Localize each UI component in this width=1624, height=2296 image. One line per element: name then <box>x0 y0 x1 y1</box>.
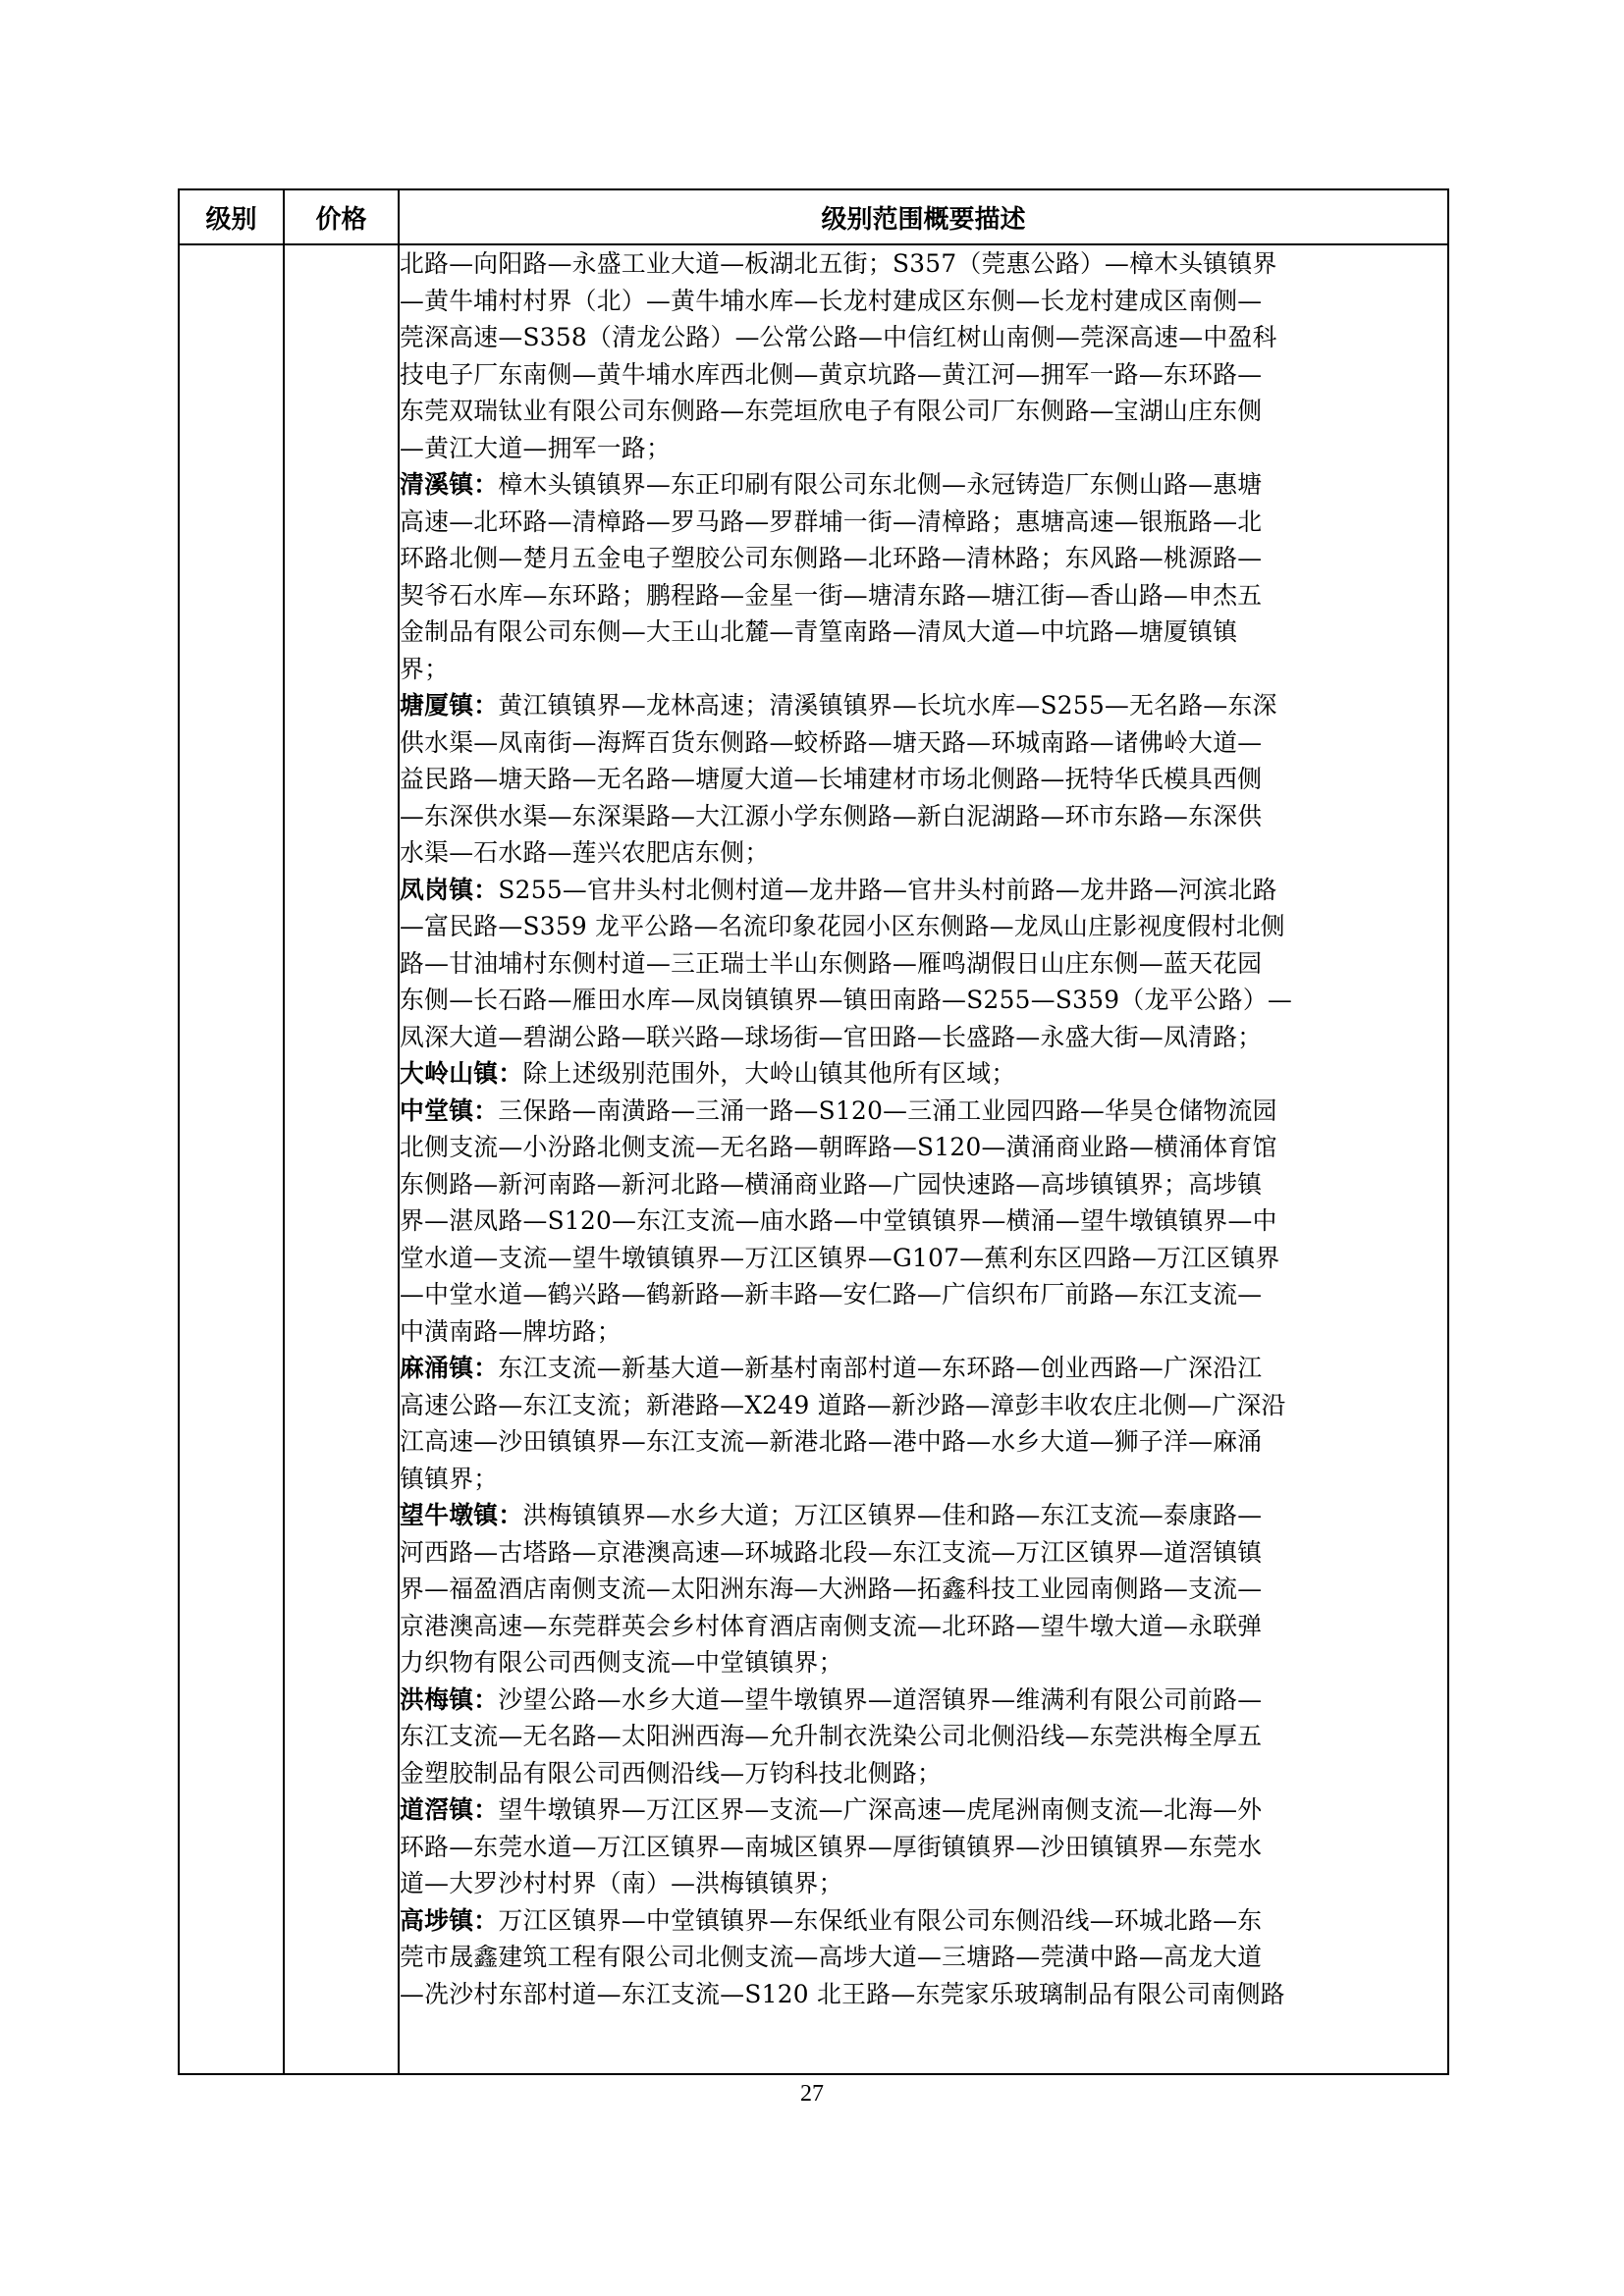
boundary-text: 技电子厂东南侧—黄牛埔水库西北侧—黄京坑路—黄江河—拥军一路—东环路— <box>400 359 1263 389</box>
town-label: 麻涌镇： <box>400 1354 499 1382</box>
description-line <box>400 393 1447 430</box>
town-label: 高埗镇： <box>400 1905 499 1935</box>
description-line <box>400 1055 1447 1093</box>
boundary-text: —中堂水道—鹤兴路—鹤新路—新丰路—安仁路—广信织布厂前路—东江支流— <box>400 1280 1263 1308</box>
boundary-text: 江高速—沙田镇镇界—东江支流—新港北路—港中路—水乡大道—狮子洋—麻涌 <box>400 1427 1263 1456</box>
description-line <box>400 1939 1447 1976</box>
description-line <box>400 283 1447 320</box>
description-line <box>400 1865 1447 1902</box>
town-label: 望牛墩镇： <box>400 1501 523 1529</box>
boundary-text: 水渠—石水路—莲兴农肥店东侧； <box>400 838 770 867</box>
description-line <box>400 1718 1447 1755</box>
description-line <box>400 319 1447 356</box>
description-line <box>400 1608 1447 1645</box>
boundary-text: 东莞双瑞钛业有限公司东侧路—东莞垣欣电子有限公司厂东侧路—宝湖山庄东侧 <box>400 397 1263 425</box>
header-price: 价格 <box>284 189 399 244</box>
boundary-text: 力织物有限公司西侧支流—中堂镇镇界； <box>400 1648 843 1677</box>
description-line <box>400 1571 1447 1608</box>
boundary-text: 三保路—南潢路—三涌一路—S120—三涌工业园四路—华昊仓储物流园 <box>498 1095 1277 1125</box>
description-line <box>400 945 1447 983</box>
description-line <box>400 504 1447 541</box>
boundary-text: 东江支流—新基大道—新基村南部村道—东环路—创业西路—广深沿江 <box>498 1354 1263 1382</box>
boundary-text: 中潢南路—牌坊路； <box>400 1316 622 1346</box>
description-line <box>400 1240 1447 1277</box>
description-line <box>400 1534 1447 1572</box>
boundary-text: S255—官井头村北侧村道—龙井路—官井头村前路—龙井路—河滨北路 <box>498 875 1277 904</box>
description-line <box>400 982 1447 1019</box>
description-line <box>400 1829 1447 1866</box>
description-line <box>400 1755 1447 1792</box>
boundary-text: —东深供水渠—东深渠路—大江源小学东侧路—新白泥湖路—环市东路—东深供 <box>400 801 1263 830</box>
page-number: 27 <box>800 2081 824 2107</box>
table-row <box>179 244 1448 2074</box>
boundary-text: 樟木头镇镇界—东正印刷有限公司东北侧—永冠铸造厂东侧山路—惠塘 <box>498 470 1263 499</box>
boundary-text: 沙望公路—水乡大道—望牛墩镇界—道滘镇界—维满利有限公司前路— <box>498 1684 1263 1714</box>
description-line <box>400 1129 1447 1166</box>
description-line <box>400 908 1447 945</box>
boundary-text: 环路—东莞水道—万江区镇界—南城区镇界—厚街镇镇界—沙田镇镇界—东莞水 <box>400 1832 1263 1861</box>
boundary-text: —富民路—S359 龙平公路—名流印象花园小区东侧路—龙凤山庄影视度假村北侧 <box>400 912 1285 940</box>
level-cell <box>179 244 284 2074</box>
boundary-text: 万江区镇界—中堂镇镇界—东保纸业有限公司东侧沿线—环城北路—东 <box>498 1905 1263 1935</box>
boundary-text: —黄江大道—拥军一路； <box>400 433 672 462</box>
boundary-text: 东侧—长石路—雁田水库—凤岗镇镇界—镇田南路—S255—S359（龙平公路）— <box>400 986 1293 1014</box>
boundary-text: 益民路—塘天路—无名路—塘厦大道—长埔建材市场北侧路—抚特华氏模具西侧 <box>400 765 1263 793</box>
town-label: 道滘镇： <box>400 1795 499 1824</box>
boundary-text: 堂水道—支流—望牛墩镇镇界—万江区镇界—G107—蕉利东区四路—万江区镇界 <box>400 1243 1280 1272</box>
town-label: 中堂镇： <box>400 1095 499 1125</box>
boundary-text: —冼沙村东部村道—东江支流—S120 北王路—东莞家乐玻璃制品有限公司南侧路 <box>400 1979 1285 2008</box>
boundary-text: 河西路—古塔路—京港澳高速—环城路北段—东江支流—万江区镇界—道滘镇镇 <box>400 1537 1263 1567</box>
town-label: 清溪镇： <box>400 470 499 499</box>
boundary-text: 镇镇界； <box>400 1464 499 1493</box>
description-line <box>400 540 1447 577</box>
boundary-text: 黄江镇镇界—龙林高速；清溪镇镇界—长坑水库—S255—无名路—东深 <box>498 691 1277 720</box>
description-line <box>400 1423 1447 1461</box>
boundary-text: 供水渠—凤南街—海辉百货东侧路—蛟桥路—塘天路—环城南路—诸佛岭大道— <box>400 727 1263 757</box>
description-line <box>400 1202 1447 1240</box>
boundary-text: 环路北侧—楚月五金电子塑胶公司东侧路—北环路—清林路；东风路—桃源路— <box>400 544 1263 572</box>
description-line <box>400 724 1447 762</box>
description-line <box>400 1976 1447 2013</box>
header-description: 级别范围概要描述 <box>399 189 1448 244</box>
description-line <box>400 798 1447 835</box>
boundary-text: —黄牛埔村村界（北）—黄牛埔水库—长龙村建成区东侧—长龙村建成区南侧— <box>400 286 1263 315</box>
description-line <box>400 834 1447 872</box>
description-line <box>400 872 1447 909</box>
description-line <box>400 1166 1447 1203</box>
description-line <box>400 1019 1447 1056</box>
description-line <box>400 1093 1447 1130</box>
table-header-row <box>179 189 1448 244</box>
description-line <box>400 245 1447 283</box>
description-line <box>400 1350 1447 1387</box>
description-line <box>400 761 1447 798</box>
boundary-text: 望牛墩镇界—万江区界—支流—广深高速—虎尾洲南侧支流—北海—外 <box>498 1795 1263 1824</box>
description-line <box>400 1497 1447 1534</box>
description-line <box>400 1461 1447 1498</box>
land-price-table <box>178 188 1449 2075</box>
boundary-text: 除上述级别范围外，大岭山镇其他所有区域； <box>522 1059 1016 1088</box>
description-line <box>400 1644 1447 1682</box>
header-level: 级别 <box>179 189 284 244</box>
town-label: 洪梅镇： <box>400 1684 499 1714</box>
description-line <box>400 356 1447 394</box>
boundary-text: 莞市晟鑫建筑工程有限公司北侧支流—高埗大道—三塘路—莞潢中路—高龙大道 <box>400 1943 1263 1971</box>
boundary-text: 路—甘油埔村东侧村道—三正瑞士半山东侧路—雁鸣湖假日山庄东侧—蓝天花园 <box>400 948 1263 978</box>
boundary-text: 北路—向阳路—永盛工业大道—板湖北五街；S357（莞惠公路）—樟木头镇镇界 <box>400 249 1277 278</box>
description-line <box>400 430 1447 467</box>
boundary-text: 道—大罗沙村村界（南）—洪梅镇镇界； <box>400 1869 843 1897</box>
description-line <box>400 1791 1447 1829</box>
boundary-text: 金制品有限公司东侧—大王山北麓—青篁南路—清凤大道—中坑路—塘厦镇镇 <box>400 617 1238 646</box>
price-cell <box>284 244 399 2074</box>
boundary-text: 高速—北环路—清樟路—罗马路—罗群埔一街—清樟路；惠塘高速—银瓶路—北 <box>400 507 1263 536</box>
boundary-text: 金塑胶制品有限公司西侧沿线—万钧科技北侧路； <box>400 1758 943 1788</box>
description-line <box>400 614 1447 651</box>
description-lines <box>400 245 1447 2012</box>
town-label: 大岭山镇： <box>400 1059 523 1088</box>
description-line <box>400 651 1447 688</box>
boundary-text: 凤深大道—碧湖公路—联兴路—球场街—官田路—长盛路—永盛大街—凤清路； <box>400 1022 1263 1051</box>
boundary-text: 莞深高速—S358（清龙公路）—公常公路—中信红树山南侧—莞深高速—中盈科 <box>400 323 1277 351</box>
boundary-text: 京港澳高速—东莞群英会乡村体育酒店南侧支流—北环路—望牛墩大道—永联弹 <box>400 1611 1263 1640</box>
description-line <box>400 466 1447 504</box>
description-line <box>400 1313 1447 1351</box>
boundary-text: 界—湛凤路—S120—东江支流—庙水路—中堂镇镇界—横涌—望牛墩镇镇界—中 <box>400 1206 1277 1235</box>
description-line <box>400 687 1447 724</box>
town-label: 凤岗镇： <box>400 875 499 904</box>
town-label: 塘厦镇： <box>400 691 499 720</box>
boundary-text: 契爷石水库—东环路；鹏程路—金星一街—塘清东路—塘江街—香山路—申杰五 <box>400 580 1263 610</box>
boundary-text: 北侧支流—小汾路北侧支流—无名路—朝晖路—S120—潢涌商业路—横涌体育馆 <box>400 1133 1277 1161</box>
description-line <box>400 1387 1447 1424</box>
description-line <box>400 1682 1447 1719</box>
description-cell <box>399 244 1448 2074</box>
description-line <box>400 577 1447 614</box>
boundary-text: 东侧路—新河南路—新河北路—横涌商业路—广园快速路—高埗镇镇界；高埗镇 <box>400 1169 1263 1199</box>
description-line <box>400 1276 1447 1313</box>
boundary-text: 洪梅镇镇界—水乡大道；万江区镇界—佳和路—东江支流—泰康路— <box>522 1501 1263 1529</box>
boundary-text: 东江支流—无名路—太阳洲西海—允升制衣洗染公司北侧沿线—东莞洪梅全厚五 <box>400 1722 1263 1750</box>
boundary-text: 界—福盈酒店南侧支流—太阳洲东海—大洲路—拓鑫科技工业园南侧路—支流— <box>400 1575 1263 1603</box>
boundary-text: 高速公路—东江支流；新港路—X249 道路—新沙路—漳彭丰收农庄北侧—广深沿 <box>400 1390 1286 1419</box>
description-line <box>400 1902 1447 1940</box>
boundary-text: 界； <box>400 654 450 683</box>
